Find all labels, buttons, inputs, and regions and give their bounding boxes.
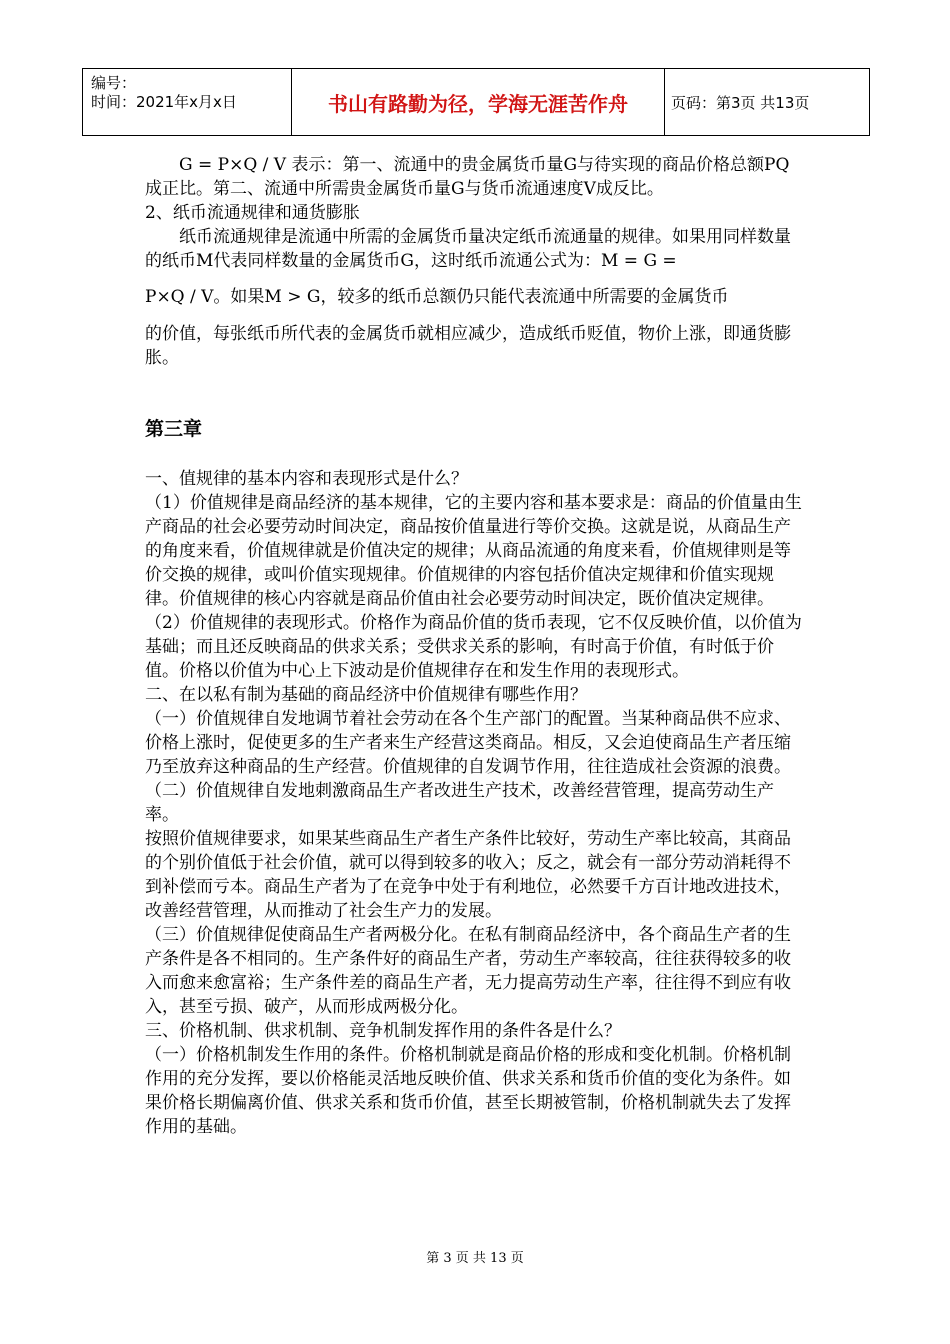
page-footer: 第 3 页 共 13 页 (426, 1251, 524, 1266)
paragraph-formula: G = P×Q / V 表示：第一、流通中的贵金属货币量G与待实现的商品价格总额PQ成正比。第二、流通中所需贵金属货币量G与货币流通速度V成反比。 (145, 155, 790, 199)
section-heading-2: 2、纸币流通规律和通货膨胀 (145, 203, 360, 223)
question-2: 二、在以私有制为基础的商品经济中价值规律有哪些作用？ (145, 685, 587, 705)
time-label: 时间：2021年x月x日 (91, 93, 237, 111)
paragraph-paper-money-c: 的价值，每张纸币所代表的金属货币就相应减少，造成纸币贬值，物价上涨，即通货膨胀。 (145, 324, 791, 368)
question-1: 一、值规律的基本内容和表现形式是什么？ (145, 469, 468, 489)
page-label: 页码：第3页 共13页 (665, 69, 870, 136)
header-table (82, 68, 870, 136)
paragraph-paper-money-b: P×Q / V。如果M > G，较多的纸币总额仍只能代表流通中所需要的金属货币 (145, 287, 729, 307)
answer-3-point-1: （一）价格机制发生作用的条件。价格机制就是商品价格的形成和变化机制。价格机制作用的充分发挥，要以价格能灵活地反映价值、供求关系和货币价值的变化为条件。如果价格长期偏离价值、供求关系和货币价值，甚至长期被管制，价格机制就失去了发挥作用的基础。 (145, 1045, 791, 1137)
motto: 书山有路勤为径，学海无涯苦作舟 (292, 69, 665, 136)
document-body (145, 153, 805, 1139)
header-meta-cell (83, 69, 292, 136)
question-3: 三、价格机制、供求机制、竞争机制发挥作用的条件各是什么？ (145, 1021, 621, 1041)
answer-2-point-1: （一）价值规律自发地调节着社会劳动在各个生产部门的配置。当某种商品供不应求、价格上涨时，促使更多的生产者来生产经营这类商品。相反，又会迫使商品生产者压缩乃至放弃这种商品的生产经营。价值规律的自发调节作用，往往造成社会资源的浪费。 (145, 709, 791, 777)
answer-2-point-2: （二）价值规律自发地刺激商品生产者改进生产技术，改善经营管理，提高劳动生产率。 (145, 781, 774, 825)
answer-2-point-2-detail: 按照价值规律要求，如果某些商品生产者生产条件比较好，劳动生产率比较高，其商品的个别价值低于社会价值，就可以得到较多的收入；反之，就会有一部分劳动消耗得不到补偿而亏本。商品生产者为了在竞争中处于有利地位，必然要千方百计地改进技术，改善经营管理，从而推动了社会生产力的发展。 (145, 829, 791, 921)
number-label: 编号： (91, 74, 137, 92)
answer-1-part-1: （1）价值规律是商品经济的基本规律，它的主要内容和基本要求是：商品的价值量由生 产商品的社会必要劳动时间决定，商品按价值量进行等价交换。这就是说，从商品生产的角度来看，价值规律就是价值决定的规律；从商品流通的角度来看，价值规律则是等价交换的规律，或叫价值实现规律。价值规律的内容包括价值决定规律和价值实现规律。价值规律的核心内容就是商品价值由社会必要劳动时间决定，既价值决定规律。 (145, 493, 802, 609)
answer-1-part-2: （2）价值规律的表现形式。价格作为商品价值的货币表现，它不仅反映价值，以价值为基础；而且还反映商品的供求关系；受供求关系的影响，有时高于价值，有时低于价值。价格以价值为中心上下波动是价值规律存在和发生作用的表现形式。 (145, 613, 802, 681)
answer-2-point-3: （三）价值规律促使商品生产者两极分化。在私有制商品经济中，各个商品生产者的生产条件是各不相同的。生产条件好的商品生产者，劳动生产率较高，往往获得较多的收入而愈来愈富裕；生产条件差的商品生产者，无力提高劳动生产率，往往得不到应有收入，甚至亏损、破产，从而形成两极分化。 (145, 925, 791, 1017)
chapter-heading: 第三章 (145, 418, 203, 440)
paragraph-paper-money-a: 纸币流通规律是流通中所需的金属货币量决定纸币流通量的规律。如果用同样数量的纸币M代表同样数量的金属货币G，这时纸币流通公式为：M = G = (145, 227, 791, 271)
